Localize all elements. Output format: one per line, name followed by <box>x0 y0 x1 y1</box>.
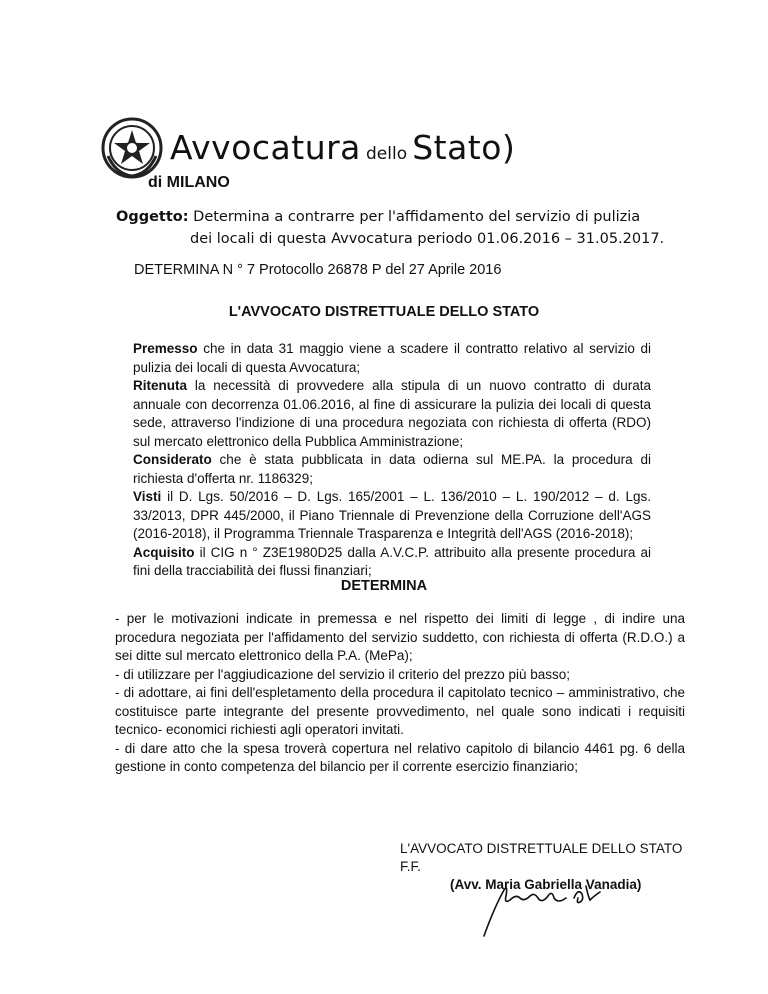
title-main: Avvocatura <box>170 128 361 167</box>
premise-paragraph <box>133 544 651 581</box>
title-end: Stato <box>412 128 502 167</box>
decisions-block <box>115 610 685 777</box>
premise-text: il CIG n ° Z3E1980D25 dalla A.V.C.P. attribuito alla presente procedura ai fini della tracciabilità dei flussi finanziari; <box>133 544 651 578</box>
determina-protocol-line: DETERMINA N ° 7 Protocollo 26878 P del 27 Aprile 2016 <box>134 262 502 278</box>
premises-block <box>133 340 651 581</box>
letterhead <box>100 116 660 196</box>
decision-item: - di utilizzare per l'aggiudicazione del servizio il criterio del prezzo più basso; <box>115 666 571 682</box>
premise-paragraph <box>133 377 651 451</box>
premise-lead: Premesso <box>133 341 198 356</box>
premise-text: la necessità di provvedere alla stipula di un nuovo contratto di durata annuale con decorrenza 01.06.2016, al fine di assicurare la pulizia dei locali di questa sede, attraverso l'indizione di una procedura negoziata con richiesta di offerta (RDO) sul mercato elettronico della Pubblica Amministrazione; <box>133 378 651 449</box>
premise-text: che in data 31 maggio viene a scadere il contratto relativo al servizio di pulizia dei locali di questa Avvocatura; <box>133 341 651 375</box>
title-small: dello <box>366 144 408 164</box>
decision-item: - di adottare, ai fini dell'espletamento della procedura il capitolato tecnico – amministrativo, che costituisce parte integrante del presente provvedimento, nel quale sono indicati i requisiti tecnico- economici richiesti agli operatori invitati. <box>115 685 685 737</box>
subject-label: Oggetto: <box>116 209 189 225</box>
decision-item: - di dare atto che la spesa troverà copertura nel relativo capitolo di bilancio 4461 pg. 6 della gestione in conto competenza del bilancio per il corrente esercizio finanziario; <box>115 740 685 774</box>
premise-paragraph <box>133 488 651 544</box>
premise-paragraph <box>133 451 651 488</box>
premise-text: il D. Lgs. 50/2016 – D. Lgs. 165/2001 – L. 136/2010 – L. 190/2012 – d. Lgs. 33/2013, DPR 445/2000, il Piano Triennale di Prevenzione della Corruzione dell'AGS (2016-2018), il Programma Triennale Trasparenza e Integrità dell'AGS (2016-2018); <box>133 489 651 541</box>
signatory-name: (Avv. Maria Gabriella Vanadia) <box>450 877 642 892</box>
authority-heading: L'AVVOCATO DISTRETTUALE DELLO STATO <box>228 304 540 320</box>
subject-block <box>116 206 676 250</box>
premise-paragraph <box>133 340 651 377</box>
premise-lead: Acquisito <box>133 544 195 560</box>
determina-heading: DETERMINA <box>340 578 428 594</box>
handwritten-signature-icon <box>474 878 614 938</box>
premise-lead: Considerato <box>133 452 212 467</box>
italian-republic-emblem-icon <box>100 116 164 180</box>
subject-line-2: dei locali di questa Avvocatura periodo 01.06.2016 – 31.05.2017. <box>190 231 665 247</box>
signatory-title: L'AVVOCATO DISTRETTUALE DELLO STATO F.F. <box>400 841 683 874</box>
office-title: Avvocatura dello Stato) <box>170 128 516 167</box>
premise-text: che è stata pubblicata in data odierna sul ME.PA. la procedura di richiesta d'offerta nr. 1186329; <box>133 452 651 486</box>
office-city: di MILANO <box>148 174 230 191</box>
subject-line-1: Determina a contrarre per l'affidamento del servizio di pulizia <box>193 209 641 225</box>
premise-lead: Ritenuta <box>133 378 187 393</box>
premise-lead: Visti <box>133 489 162 504</box>
decision-item: - per le motivazioni indicate in premessa e nel rispetto dei limiti di legge , di indire una procedura negoziata per l'affidamento del servizio suddetto, con richiesta di offerta (R.D.O.) a sei ditte sul mercato elettronico della P.A. (MePa); <box>115 611 685 663</box>
